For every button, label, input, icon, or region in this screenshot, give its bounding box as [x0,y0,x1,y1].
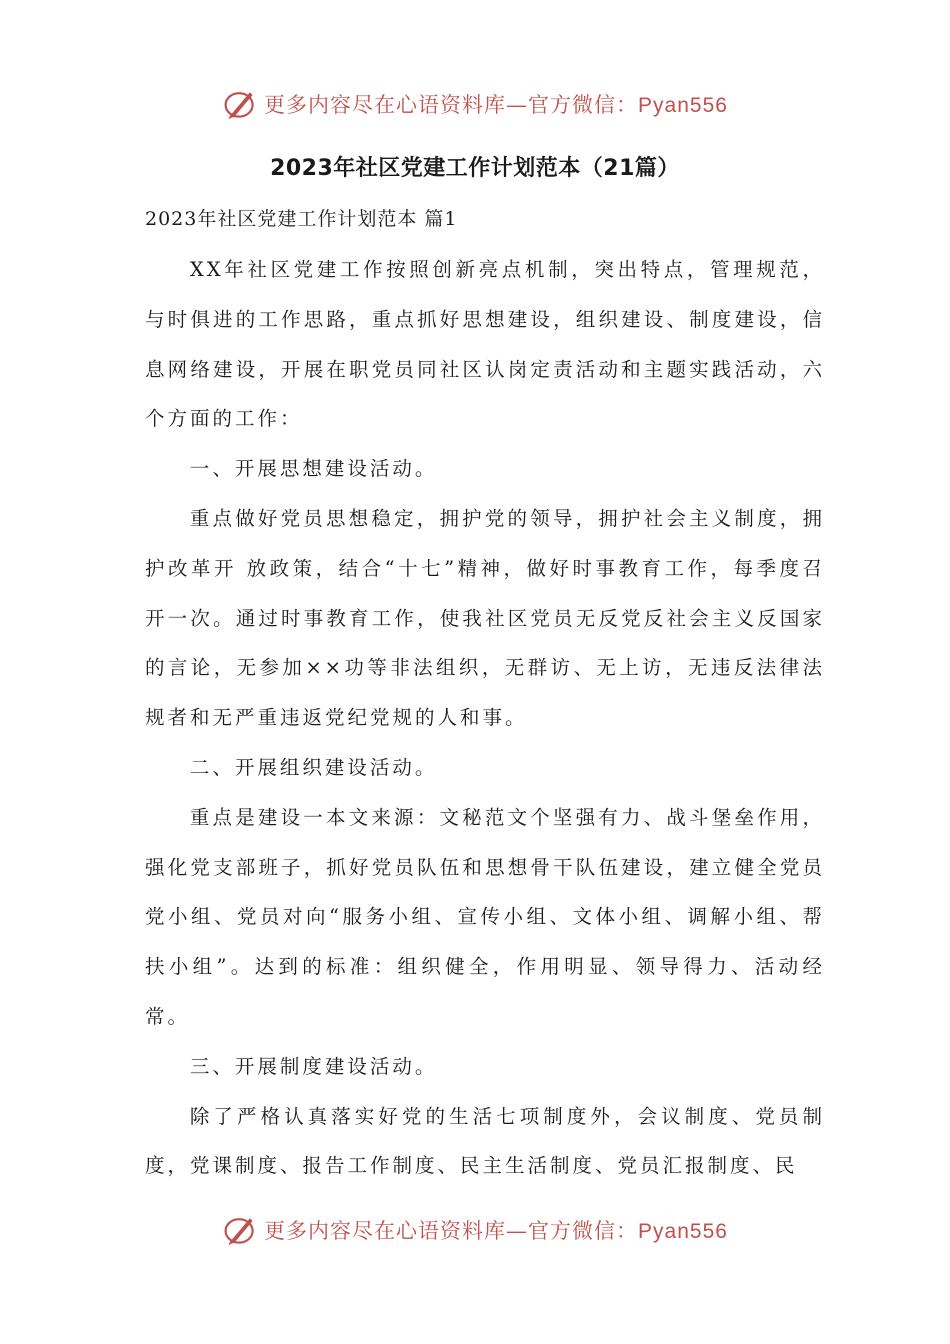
heading-organization: 二、开展组织建设活动。 [189,755,438,779]
watermark-banner-bottom [0,1208,950,1252]
watermark-text: 更多内容尽在心语资料库—官方微信：Pyan556 [264,1219,728,1243]
ideology-paragraph: 重点做好党员思想稳定，拥护党的领导，拥护社会主义制度，拥护改革开 放政策，结合“十七”精神，做好时事教育工作，每季度召开一次。通过时事教育工作，使我社区党员无反党反社会主义反国家的言论，无参加××功等非法组织，无群访、无上访，无违反法律法规者和无严重违返党纪党规的人和事。 [145,506,825,730]
watermark-banner-top [0,82,950,126]
organization-paragraph: 重点是建设一本文来源：文秘范文个坚强有力、战斗堡垒作用，强化党支部班子，抓好党员队伍和思想骨干队伍建设，建立健全党员党小组、党员对向“服务小组、宣传小组、文体小组、调解小组、帮扶小组”。达到的标准：组织健全，作用明显、领导得力、活动经常。 [145,805,825,1028]
heading-institution: 三、开展制度建设活动。 [189,1054,438,1078]
document-body [145,245,825,1191]
intro-paragraph: XX年社区党建工作按照创新亮点机制，突出特点，管理规范，与时俱进的工作思路，重点抓好思想建设，组织建设、制度建设，信息网络建设，开展在职党员同社区认岗定责活动和主题实践活动，六个方面的工作： [145,258,825,431]
watermark-text: 更多内容尽在心语资料库—官方微信：Pyan556 [264,93,728,117]
quill-pen-logo-icon [222,1212,258,1248]
institution-paragraph: 除了严格认真落实好党的生活七项制度外，会议制度、党员制度，党课制度、报告工作制度、民主生活制度、党员汇报制度、民 [145,1104,825,1178]
heading-ideology: 一、开展思想建设活动。 [189,457,438,481]
section-heading: 2023年社区党建工作计划范本 篇1 [145,208,458,230]
document-title: 2023年社区党建工作计划范本（21篇） [270,156,680,181]
quill-pen-logo-icon [222,86,258,122]
